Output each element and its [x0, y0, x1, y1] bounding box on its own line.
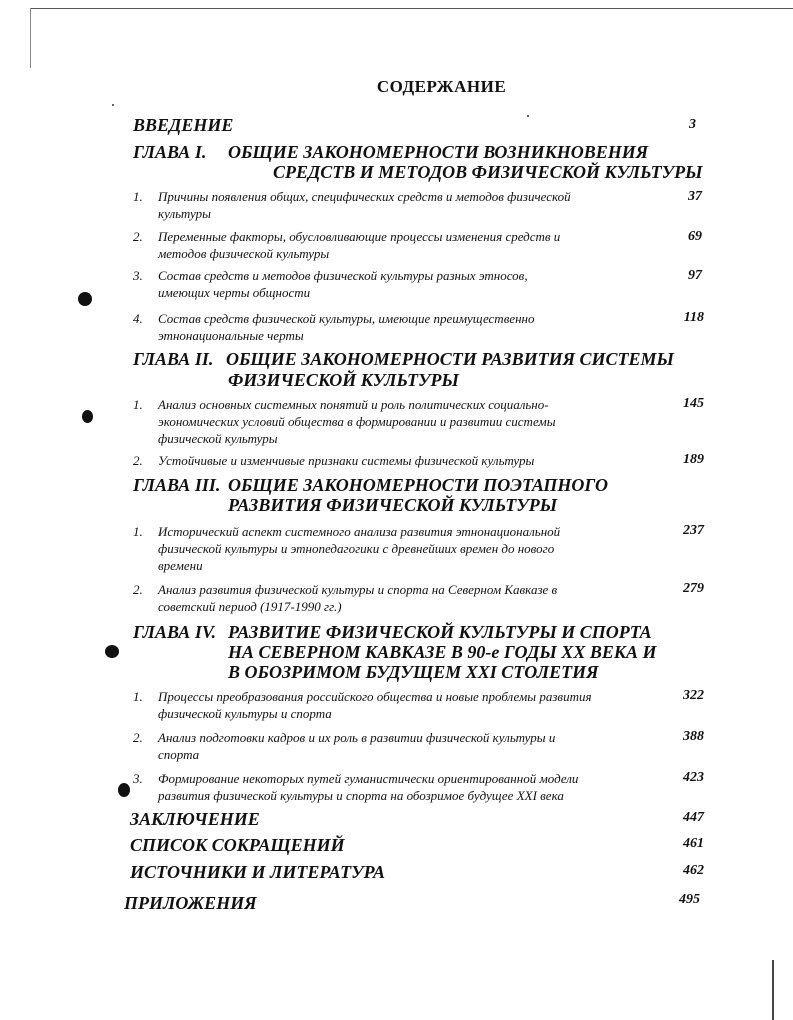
section-line: физической культуры и этнопедагогики с древнейших времен до нового — [158, 541, 555, 556]
section-line: методов физической культуры — [158, 246, 330, 261]
section-1-4-number: 4. — [133, 311, 143, 326]
section-1-2-page: 69 — [688, 229, 702, 244]
chapter-4-title-line-1: РАЗВИТИЕ ФИЗИЧЕСКОЙ КУЛЬТУРЫ И СПОРТА — [228, 622, 652, 642]
chapter-3-label: ГЛАВА III. — [133, 475, 221, 495]
chapter-4-label: ГЛАВА IV. — [133, 622, 217, 642]
section-4-1-number: 1. — [133, 689, 143, 704]
section-line: Анализ развития физической культуры и спорта на Северном Кавказе в — [158, 582, 558, 597]
toc-intro-page: 3 — [689, 117, 696, 132]
ink-blot — [105, 645, 119, 658]
scan-border-left — [30, 8, 31, 68]
section-1-4-page: 118 — [683, 310, 704, 325]
chapter-2-label: ГЛАВА II. — [133, 349, 214, 369]
section-1-4-title — [158, 310, 658, 344]
chapter-1-title-line-1: ОБЩИЕ ЗАКОНОМЕРНОСТИ ВОЗНИКНОВЕНИЯ — [228, 142, 649, 162]
section-line: этнонациональные черты — [158, 328, 304, 343]
toc-abbreviations-label: СПИСОК СОКРАЩЕНИЙ — [130, 835, 345, 855]
section-line: физической культуры и спорта — [158, 706, 332, 721]
toc-conclusion-label: ЗАКЛЮЧЕНИЕ — [130, 809, 260, 829]
section-line: времени — [158, 558, 203, 573]
section-1-3-page: 97 — [688, 268, 702, 283]
section-line: Анализ основных системных понятий и роль политических социально- — [158, 397, 549, 412]
ink-blot — [118, 783, 130, 797]
section-line: спорта — [158, 747, 200, 762]
section-line: физической культуры — [158, 431, 278, 446]
section-3-1-page: 237 — [683, 523, 704, 538]
section-3-2-title — [158, 581, 658, 615]
section-line: Состав средств физической культуры, имеющие преимущественно — [158, 311, 535, 326]
section-2-2-page: 189 — [683, 452, 704, 467]
section-2-2-title — [158, 452, 658, 469]
section-2-1-title — [158, 396, 658, 447]
scan-speck — [112, 104, 114, 106]
section-4-1-title — [158, 688, 658, 722]
section-3-2-number: 2. — [133, 582, 143, 597]
toc-sources-page: 462 — [683, 863, 704, 878]
ink-blot — [82, 410, 93, 423]
section-1-1-number: 1. — [133, 189, 143, 204]
section-1-1-page: 37 — [688, 189, 702, 204]
section-4-2-page: 388 — [683, 729, 704, 744]
section-1-1-title — [158, 188, 658, 222]
section-line: Переменные факторы, обусловливающие процессы изменения средств и — [158, 229, 561, 244]
toc-sources-label: ИСТОЧНИКИ И ЛИТЕРАТУРА — [130, 862, 386, 882]
section-line: Формирование некоторых путей гуманистически ориентированной модели — [158, 771, 579, 786]
chapter-1-title-line-2: СРЕДСТВ И МЕТОДОВ ФИЗИЧЕСКОЙ КУЛЬТУРЫ — [273, 162, 703, 182]
section-line: имеющих черты общности — [158, 285, 311, 300]
section-3-1-number: 1. — [133, 524, 143, 539]
section-1-3-number: 3. — [133, 268, 143, 283]
section-line: экономических условий общества в формировании и развитии системы — [158, 414, 556, 429]
chapter-4-title-line-2: НА СЕВЕРНОМ КАВКАЗЕ В 90-е ГОДЫ XX ВЕКА И — [228, 642, 657, 662]
chapter-3-title-line-2: РАЗВИТИЯ ФИЗИЧЕСКОЙ КУЛЬТУРЫ — [228, 495, 558, 515]
chapter-2-title-line-1: ОБЩИЕ ЗАКОНОМЕРНОСТИ РАЗВИТИЯ СИСТЕМЫ — [226, 349, 674, 369]
ink-blot — [78, 292, 92, 306]
scan-speck — [527, 115, 529, 117]
toc-intro-label: ВВЕДЕНИЕ — [133, 115, 234, 135]
section-1-2-number: 2. — [133, 229, 143, 244]
section-line: Исторический аспект системного анализа развития этнонациональной — [158, 524, 561, 539]
scan-border-top — [30, 8, 793, 9]
section-4-3-page: 423 — [683, 770, 704, 785]
section-4-3-number: 3. — [133, 771, 143, 786]
chapter-4-title-line-3: В ОБОЗРИМОМ БУДУЩЕМ XXI СТОЛЕТИЯ — [228, 662, 599, 682]
section-2-1-page: 145 — [683, 396, 704, 411]
chapter-2-title-line-2: ФИЗИЧЕСКОЙ КУЛЬТУРЫ — [228, 370, 459, 390]
section-4-3-title — [158, 770, 658, 804]
section-line: Состав средств и методов физической культуры разных этносов, — [158, 268, 528, 283]
section-4-2-title — [158, 729, 658, 763]
section-1-3-title — [158, 267, 658, 301]
section-line: советский период (1917-1990 гг.) — [158, 599, 342, 614]
section-line: Процессы преобразования российского общества и новые проблемы развития — [158, 689, 592, 704]
section-2-1-number: 1. — [133, 397, 143, 412]
section-3-1-title — [158, 523, 658, 574]
page-title: СОДЕРЖАНИЕ — [376, 77, 507, 96]
chapter-3-title-line-1: ОБЩИЕ ЗАКОНОМЕРНОСТИ ПОЭТАПНОГО — [228, 475, 609, 495]
scan-border-right — [772, 960, 774, 1020]
section-line: культуры — [158, 206, 211, 221]
chapter-1-label: ГЛАВА I. — [133, 142, 207, 162]
section-4-1-page: 322 — [683, 688, 704, 703]
section-3-2-page: 279 — [683, 581, 704, 596]
toc-abbreviations-page: 461 — [683, 836, 704, 851]
toc-conclusion-page: 447 — [683, 810, 704, 825]
toc-appendices-page: 495 — [679, 892, 700, 907]
section-line: развития физической культуры и спорта на обозримое будущее XXI века — [158, 788, 564, 803]
toc-appendices-label: ПРИЛОЖЕНИЯ — [124, 893, 257, 913]
section-line: Причины появления общих, специфических средств и методов физической — [158, 189, 571, 204]
section-4-2-number: 2. — [133, 730, 143, 745]
section-line: Анализ подготовки кадров и их роль в развитии физической культуры и — [158, 730, 556, 745]
section-line: Устойчивые и изменчивые признаки системы физической культуры — [158, 453, 535, 468]
section-2-2-number: 2. — [133, 453, 143, 468]
section-1-2-title — [158, 228, 658, 262]
